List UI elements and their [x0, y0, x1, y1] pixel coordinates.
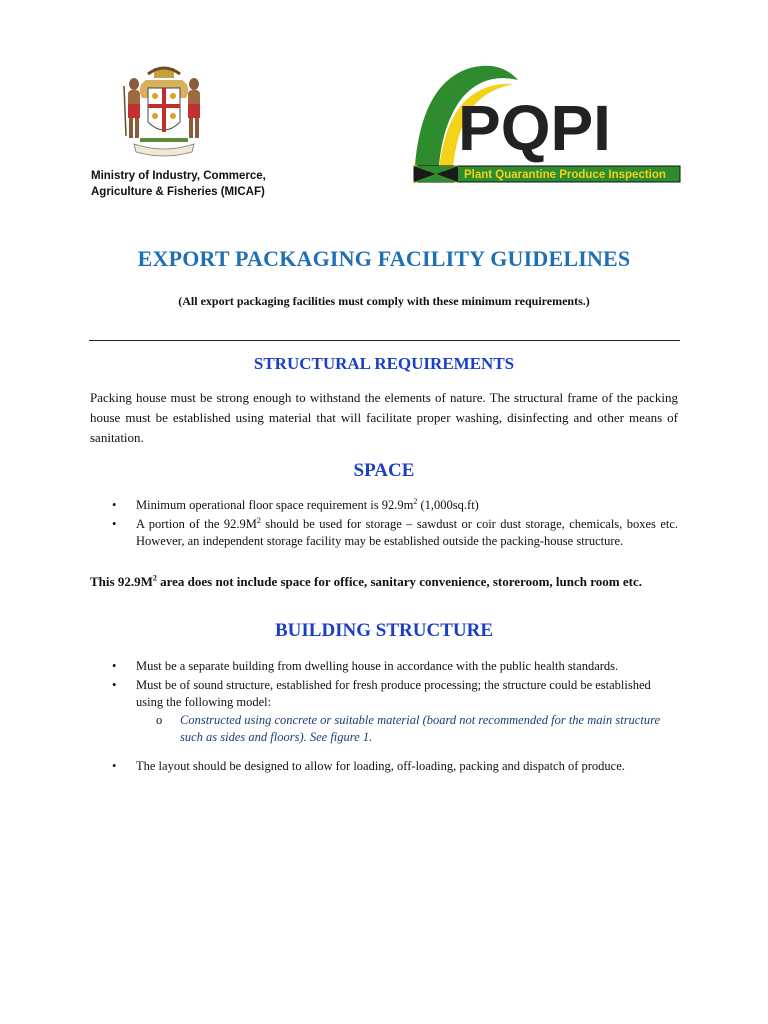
ministry-name [91, 168, 351, 200]
list-item [110, 658, 678, 675]
space-bullet-2-text: A portion of the 92.9M [136, 517, 257, 531]
ministry-line-2: Agriculture & Fisheries (MICAF) [91, 186, 265, 198]
logo-text: PQPI [458, 92, 611, 164]
space-list [110, 497, 678, 552]
superscript: 2 [256, 515, 261, 525]
pqpi-logo [408, 64, 682, 184]
superscript: 2 [152, 573, 157, 583]
space-heading: SPACE [353, 460, 415, 481]
divider-rule [89, 340, 680, 341]
document-subtitle: (All export packaging facilities must comply with these minimum requirements.) [178, 294, 590, 308]
structural-heading: STRUCTURAL REQUIREMENTS [253, 354, 515, 373]
superscript: 2 [413, 496, 418, 506]
bullet-marker: • [112, 759, 117, 773]
bullet-marker: • [112, 678, 117, 692]
bullet-marker: • [112, 498, 117, 512]
building-list [110, 658, 678, 777]
bullet-marker: • [112, 517, 117, 531]
space-note-tail: area does not include space for office, sanitary convenience, storeroom, lunch room etc. [156, 574, 642, 589]
building-bullet-1-text: Must be a separate building from dwelling house in accordance with the public health standards. [136, 659, 619, 673]
building-bullet-2-text: Must be of sound structure, established for fresh produce processing; the structure could be established using the following model: [136, 678, 651, 709]
building-bullet-3-text: The layout should be designed to allow for loading, off-loading, packing and dispatch of produce. [136, 759, 625, 773]
space-bullet-2-tail: should be used for storage – sawdust or coir dust storage, chemicals, boxes etc. However, an independent storage facility may be established outside the packing-house structure. [136, 517, 679, 548]
space-bullet-1-tail: (1,000sq.ft) [417, 498, 479, 512]
ministry-line-1: Ministry of Industry, Commerce, [91, 170, 266, 182]
bullet-marker: • [112, 659, 117, 673]
sub-list-item [136, 712, 678, 746]
space-note [90, 572, 678, 592]
logo-tagline: Plant Quarantine Produce Inspection [464, 169, 666, 181]
space-bullet-1-text: Minimum operational floor space requirement is 92.9m [136, 498, 414, 512]
building-heading: BUILDING STRUCTURE [274, 620, 494, 641]
list-item [110, 497, 678, 514]
structural-paragraph: Packing house must be strong enough to withstand the elements of nature. The structural frame of the packing house must be established using material that will facilitate proper washing, disinfecting and other means of sanitation. [90, 390, 678, 445]
sub-bullet-marker: o [156, 713, 163, 727]
list-item [110, 758, 678, 775]
coat-of-arms-seal [118, 64, 210, 160]
list-item [110, 516, 678, 550]
space-note-text: This 92.9M [90, 574, 153, 589]
list-item [110, 677, 678, 746]
document-title: EXPORT PACKAGING FACILITY GUIDELINES [137, 246, 631, 271]
sub-item-text: Constructed using concrete or suitable material (board not recommended for the main structure such as sides and floors). See figure 1. [180, 713, 661, 744]
